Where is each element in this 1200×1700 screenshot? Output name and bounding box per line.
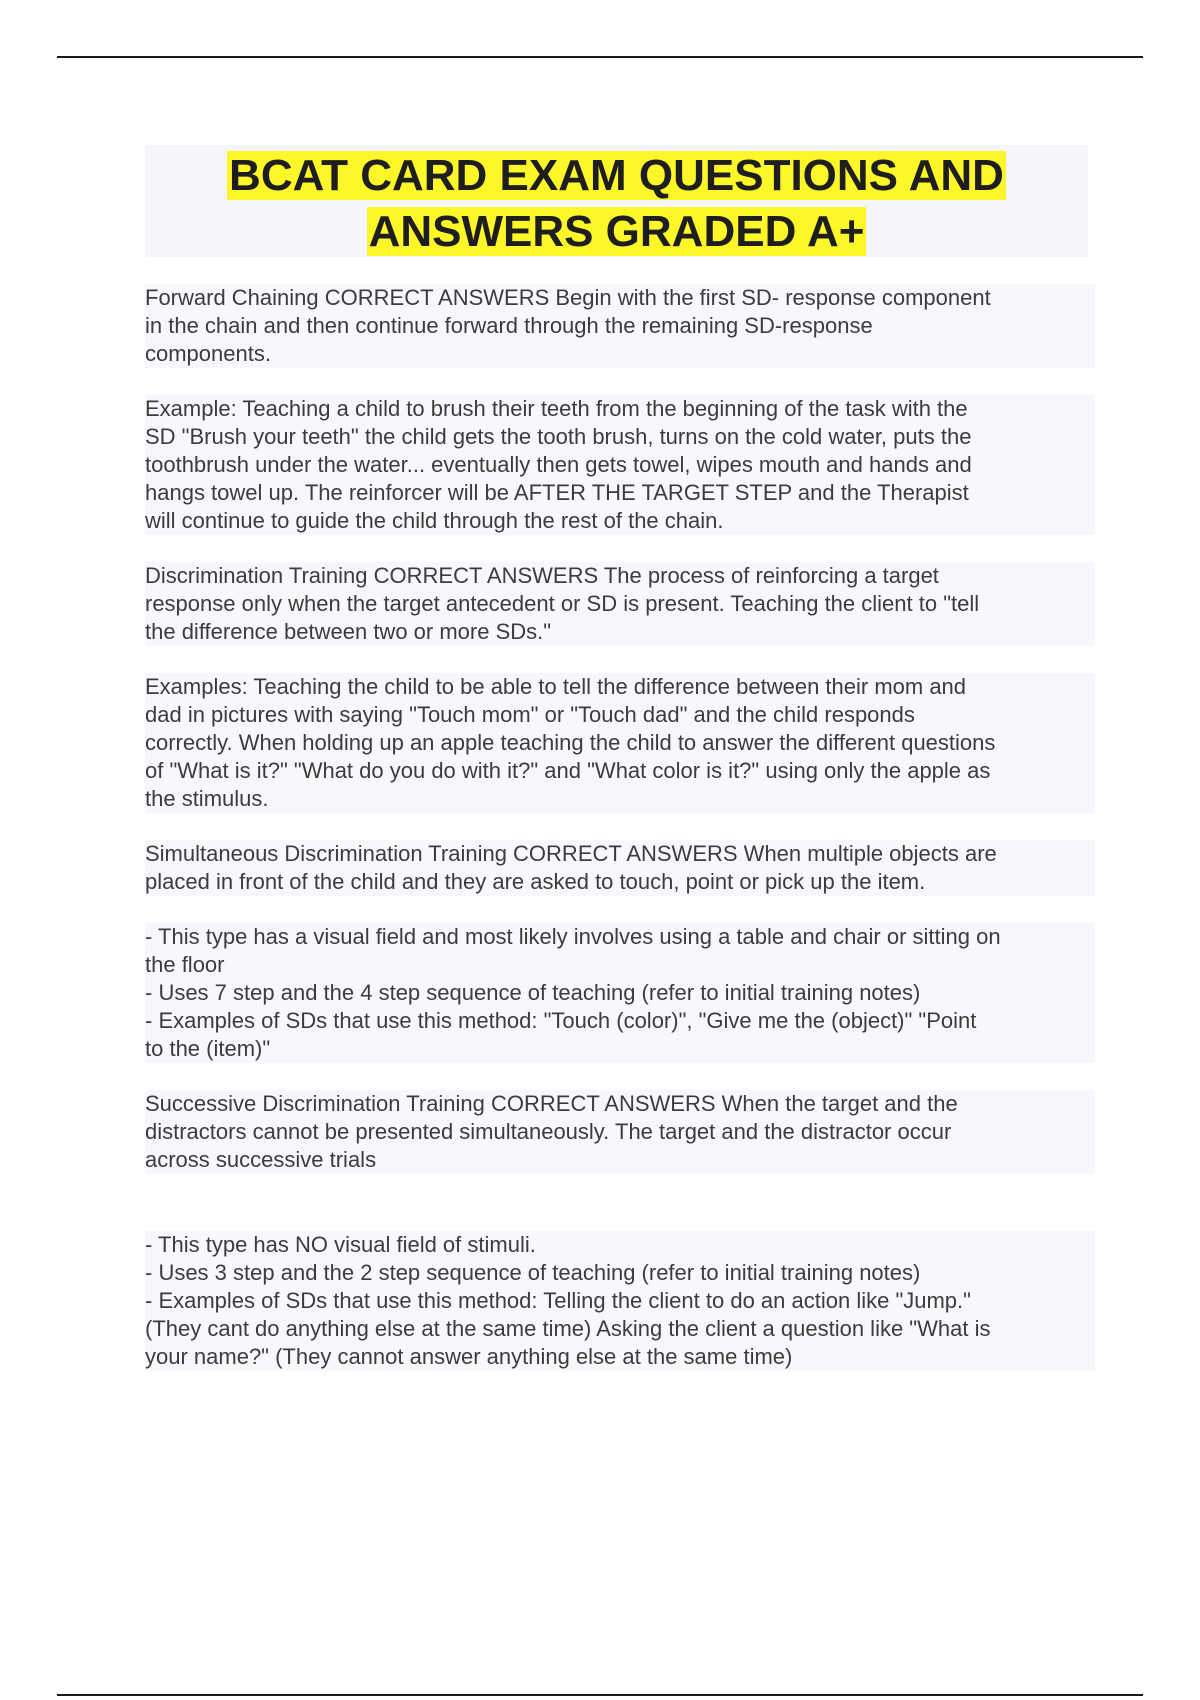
text-line: Example: Teaching a child to brush their teeth from the beginning of the task with the: [145, 396, 968, 421]
text-line: in the chain and then continue forward through the remaining SD-response: [145, 313, 873, 338]
text-line: correctly. When holding up an apple teaching the child to answer the different questions: [145, 730, 996, 755]
text-line: your name?" (They cannot answer anything else at the same time): [145, 1344, 793, 1369]
text-line: will continue to guide the child through the rest of the chain.: [145, 508, 724, 533]
paragraph-forward-chaining: [145, 284, 1095, 368]
text-line: placed in front of the child and they are asked to touch, point or pick up the item.: [145, 869, 926, 894]
bottom-rule: [57, 1694, 1143, 1696]
paragraph-discrimination-training: [145, 562, 1095, 646]
text-line: the floor: [145, 952, 225, 977]
text-line: components.: [145, 341, 271, 366]
document-body: [145, 284, 1095, 1398]
paragraph-successive-discrimination: [145, 1090, 1095, 1174]
paragraph-simultaneous-notes: [145, 923, 1095, 1063]
text-line: to the (item)": [145, 1036, 271, 1061]
text-line: - Uses 3 step and the 2 step sequence of teaching (refer to initial training notes): [145, 1260, 921, 1285]
paragraph-forward-chaining-example: [145, 395, 1095, 535]
text-line: toothbrush under the water... eventually then gets towel, wipes mouth and hands and: [145, 452, 972, 477]
text-line: dad in pictures with saying "Touch mom" or "Touch dad" and the child responds: [145, 702, 915, 727]
text-line: (They cant do anything else at the same time) Asking the client a question like "What is: [145, 1316, 991, 1341]
text-line: Examples: Teaching the child to be able to tell the difference between their mom and: [145, 674, 967, 699]
title-line-2: ANSWERS GRADED A+: [368, 207, 865, 256]
text-line: the stimulus.: [145, 786, 269, 811]
title-box: [145, 145, 1088, 257]
document-title: [145, 145, 1088, 260]
text-line: - This type has a visual field and most likely involves using a table and chair or sitting on: [145, 924, 1001, 949]
text-line: the difference between two or more SDs.": [145, 619, 552, 644]
text-line: response only when the target antecedent or SD is present. Teaching the client to "tell: [145, 591, 980, 616]
text-line: - Examples of SDs that use this method: "Touch (color)", "Give me the (object)" "Point: [145, 1008, 977, 1033]
text-line: across successive trials: [145, 1147, 377, 1172]
paragraph-successive-notes: [145, 1231, 1095, 1371]
text-line: SD "Brush your teeth" the child gets the tooth brush, turns on the cold water, puts the: [145, 424, 972, 449]
text-line: of "What is it?" "What do you do with it?" and "What color is it?" using only the apple as: [145, 758, 991, 783]
title-line-1: BCAT CARD EXAM QUESTIONS AND: [229, 151, 1004, 200]
text-line: Simultaneous Discrimination Training CORRECT ANSWERS When multiple objects are: [145, 841, 997, 866]
top-rule: [57, 56, 1143, 58]
paragraph-simultaneous-discrimination: [145, 840, 1095, 896]
text-line: Forward Chaining CORRECT ANSWERS Begin with the first SD- response component: [145, 285, 991, 310]
paragraph-discrimination-examples: [145, 673, 1095, 813]
text-line: distractors cannot be presented simultaneously. The target and the distractor occur: [145, 1119, 952, 1144]
text-line: Successive Discrimination Training CORRECT ANSWERS When the target and the: [145, 1091, 958, 1116]
text-line: - Examples of SDs that use this method: Telling the client to do an action like "Jump.": [145, 1288, 971, 1313]
text-line: Discrimination Training CORRECT ANSWERS The process of reinforcing a target: [145, 563, 939, 588]
text-line: - This type has NO visual field of stimuli.: [145, 1232, 536, 1257]
text-line: - Uses 7 step and the 4 step sequence of teaching (refer to initial training notes): [145, 980, 921, 1005]
text-line: hangs towel up. The reinforcer will be AFTER THE TARGET STEP and the Therapist: [145, 480, 969, 505]
